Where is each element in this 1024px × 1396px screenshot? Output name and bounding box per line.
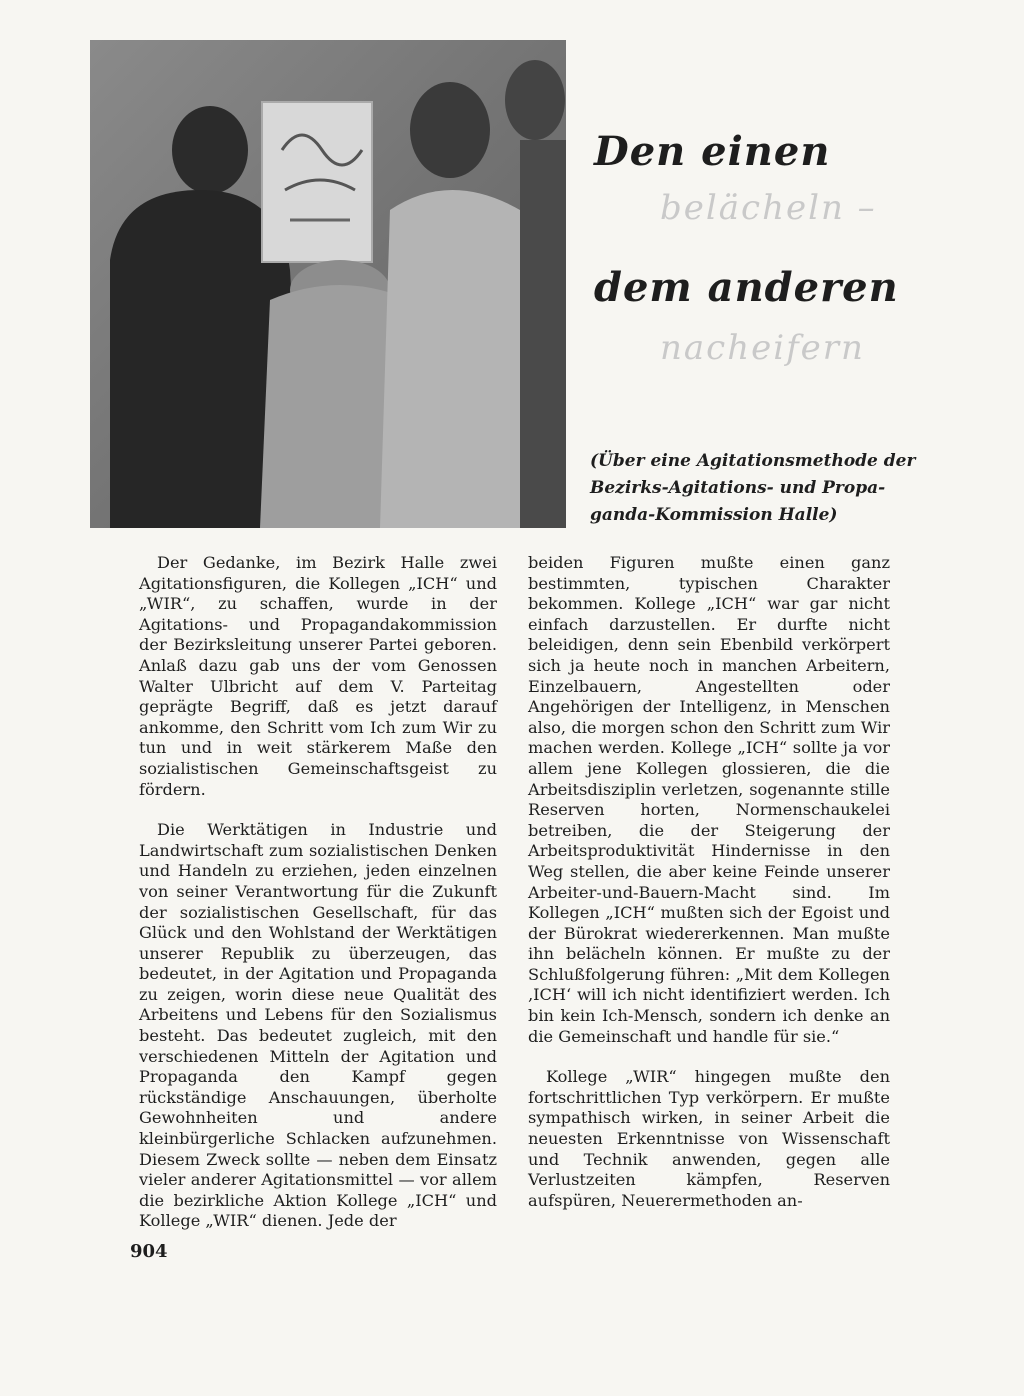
headline-line-4: nacheifern [660, 328, 865, 368]
headline-line-3: dem anderen [594, 264, 899, 311]
subtitle-line: ganda-Kommission Halle) [590, 505, 838, 525]
photograph [90, 40, 566, 528]
headline-line-2: belächeln – [660, 188, 877, 228]
paragraph: Der Gedanke, im Bezirk Halle zwei Agitationsfiguren, die Kollegen „ICH“ und „WIR“, zu schaffen, wurde in der Agitations- und Propagandakommission der Bezirksleitung unserer Partei geboren. Anlaß dazu gab uns der vom Genossen Walter Ulbricht auf dem V. Parteitag geprägte Begriff, daß es jetzt darauf ankomme, den Schritt vom Ich zum Wir zu tun und in weit stärkerem Maße den sozialistischen Gemeinschaftsgeist zu fördern. [139, 553, 497, 799]
subtitle-line: Bezirks-Agitations- und Propa- [590, 478, 886, 498]
page-number: 904 [130, 1241, 168, 1262]
paragraph: beiden Figuren mußte einen ganz bestimmten, typischen Charakter bekommen. Kollege „ICH“ war gar nicht einfach darzustellen. Er durfte nicht beleidigen, denn sein Ebenbild verkörpert sich ja heute noch in manchen Arbeitern, Einzelbauern, Angestellten oder Angehörigen der Intelligenz, in Menschen also, die morgen schon den Schritt zum Wir machen werden. Kollege „ICH“ sollte ja vor allem jene Kollegen glossieren, die die Arbeitsdisziplin verletzen, sogenannte stille Reserven horten, Normenschaukelei betreiben, die der Steigerung der Arbeitsproduktivität Hindernisse in den Weg stellen, die aber keine Feinde unserer Arbeiter-und-Bauern-Macht sind. Im Kollegen „ICH“ mußten sich der Egoist und der Bürokrat wiedererkennen. Man mußte ihn belächeln können. Er mußte zu der Schlußfolgerung führen: „Mit dem Kollegen ‚ICH‘ will ich nicht identifiziert werden. Ich bin kein Ich-Mensch, sondern ich denke an die Gemeinschaft und handle für sie.“ [528, 553, 890, 1046]
right-column [528, 553, 890, 1211]
paragraph: Kollege „WIR“ hingegen mußte den fortschrittlichen Typ verkörpern. Er mußte sympathisch wirken, in seiner Arbeit die neuesten Erkenntnisse von Wissenschaft und Technik anwenden, gegen alle Verlustzeiten kämpfen, Reserven aufspüren, Neuerermethoden an- [528, 1067, 890, 1210]
paragraph: Die Werktätigen in Industrie und Landwirtschaft zum sozialistischen Denken und Handeln zu erziehen, jeden einzelnen von seiner Verantwortung für die Zukunft der sozialistischen Gesellschaft, für das Glück und den Wohlstand der Werktätigen unserer Republik zu überzeugen, das bedeutet, in der Agitation und Propaganda zu zeigen, worin diese neue Qualität des Arbeitens und Lebens für den Sozialismus besteht. Das bedeutet zugleich, mit den verschiedenen Mitteln der Agitation und Propaganda den Kampf gegen rückständige Anschauungen, überholte Gewohnheiten und andere kleinbürgerliche Schlacken aufzunehmen. Diesem Zweck sollte — neben dem Einsatz vieler anderer Agitationsmittel — vor allem die bezirkliche Aktion Kollege „ICH“ und Kollege „WIR“ dienen. Jede der [139, 820, 497, 1231]
subtitle-line: (Über eine Agitationsmethode der [590, 451, 916, 471]
left-column [139, 553, 497, 1232]
subtitle [590, 448, 916, 529]
headline-line-1: Den einen [594, 128, 831, 175]
photo-illustration [90, 40, 566, 528]
